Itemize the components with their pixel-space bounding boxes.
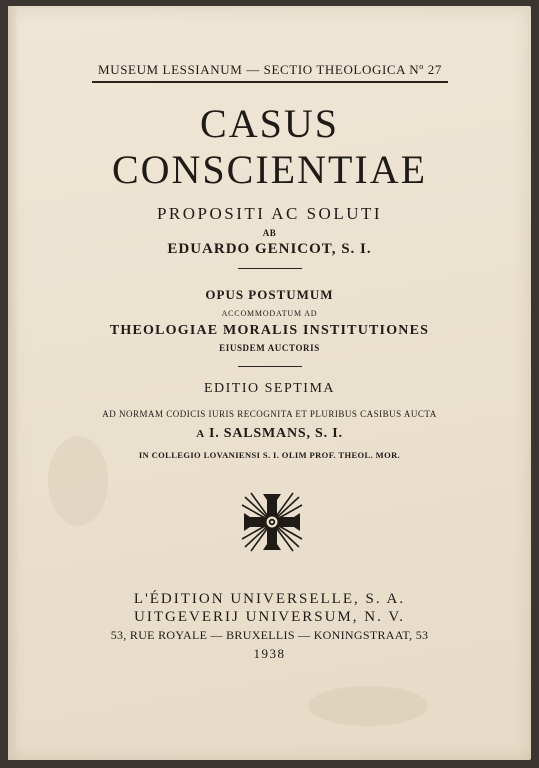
ab-label: AB [262,228,277,238]
revision-note: AD NORMAM CODICIS IURIS RECOGNITA ET PLURIBUS CASIBUS AUCTA [102,409,437,419]
theologiae-title: THEOLOGIAE MORALIS INSTITUTIONES [109,323,430,338]
book-cover [8,6,531,760]
opus-postumum: OPUS POSTUMUM [205,287,334,302]
accommodatum-label: ACCOMMODATUM AD [221,309,318,318]
editor-prefix: A [196,428,205,440]
title-line-1: CASUS [200,101,339,146]
editor-affiliation: IN COLLEGIO LOVANIENSI S. I. OLIM PROF. THEOL. MOR. [138,450,401,460]
edition-label: EDITIO SEPTIMA [203,381,336,396]
title-line-2: CONSCIENTIAE [111,147,428,192]
editor-line [8,426,531,442]
cross-emblem-icon [241,491,303,553]
author-name: EDUARDO GENICOT, S. I. [167,241,372,257]
editor-name: I. SALSMANS, S. I. [208,426,343,441]
divider-rule [238,366,302,367]
publisher-line-2: UITGEVERIJ UNIVERSUM, N. V. [134,609,405,625]
publisher-address: 53, RUE ROYALE — BRUXELLIS — KONINGSTRAAT, 53 [110,628,429,642]
eiusdem-label: EIUSDEM AUCTORIS [219,343,320,353]
paper-stain [308,686,428,726]
series-line: MUSEUM LESSIANUM — SECTIO THEOLOGICA Nº 27 [92,62,448,82]
divider-rule [238,268,302,269]
subtitle: PROPOSITI AC SOLUTI [156,204,383,223]
publisher-line-1: L'ÉDITION UNIVERSELLE, S. A. [133,591,406,607]
publication-year: 1938 [253,646,286,661]
series-rule [92,82,448,83]
